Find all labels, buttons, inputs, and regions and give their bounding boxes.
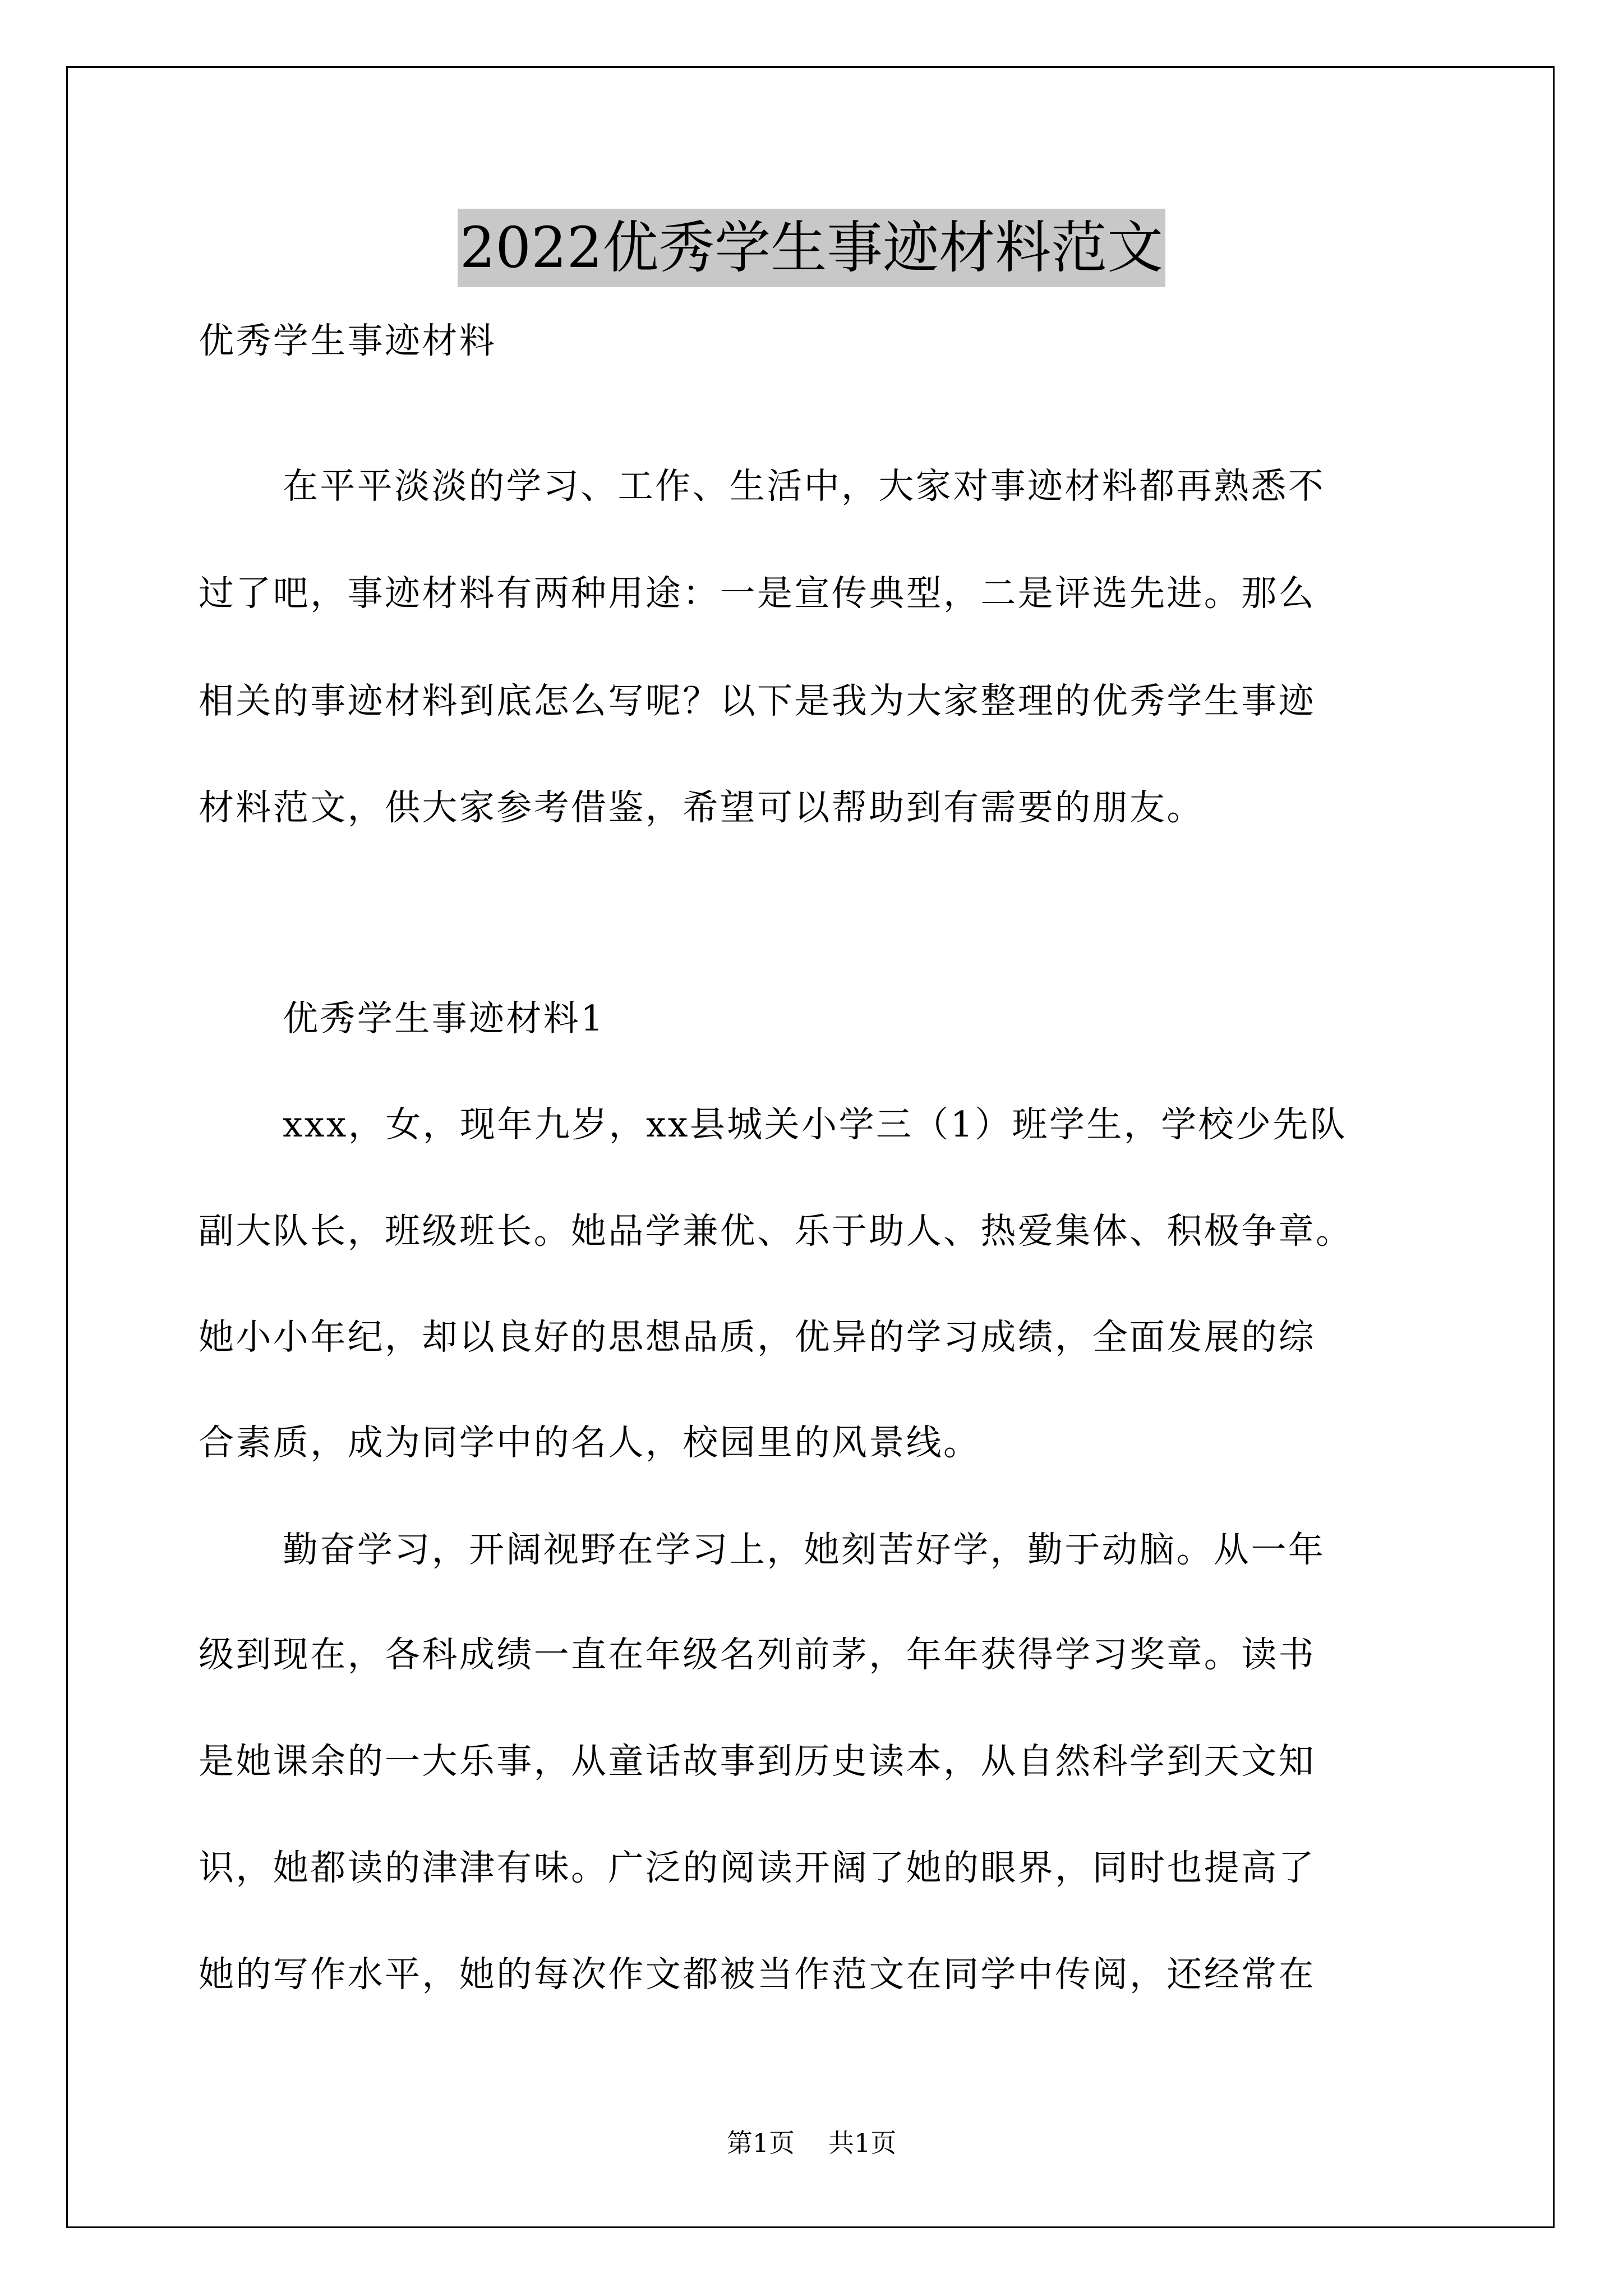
paragraph-line: 副大队长，班级班长。她品学兼优、乐于助人、热爱集体、积极争章。 [199, 1211, 1353, 1251]
paragraph-line: 勤奋学习，开阔视野在学习上，她刻苦好学，勤于动脑。从一年 [283, 1529, 1326, 1570]
paragraph-line: 是她课余的一大乐事，从童话故事到历史读本，从自然科学到天文知 [199, 1741, 1316, 1782]
paragraph-line: 材料范文，供大家参考借鉴，希望可以帮助到有需要的朋友。 [199, 787, 1204, 828]
paragraph-line: xxx，女，现年九岁，xx县城关小学三（1）班学生，学校少先队 [283, 1104, 1348, 1145]
section-heading: 优秀学生事迹材料 [199, 320, 497, 361]
page-border [66, 66, 1555, 2228]
page-number: 第1页 [726, 2128, 795, 2158]
paragraph-line: 识，她都读的津津有味。广泛的阅读开阔了她的眼界，同时也提高了 [199, 1847, 1316, 1888]
subsection-heading: 优秀学生事迹材料1 [283, 998, 605, 1039]
paragraph-line: 她小小年纪，却以良好的思想品质，优异的学习成绩，全面发展的综 [199, 1317, 1316, 1358]
paragraph-line: 合素质，成为同学中的名人，校园里的风景线。 [199, 1422, 981, 1463]
paragraph-line: 相关的事迹材料到底怎么写呢？以下是我为大家整理的优秀学生事迹 [199, 680, 1316, 721]
paragraph-line: 过了吧，事迹材料有两种用途：一是宣传典型，二是评选先进。那么 [199, 573, 1316, 614]
paragraph-line: 她的写作水平，她的每次作文都被当作范文在同学中传阅，还经常在 [199, 1954, 1316, 1995]
title-container [0, 209, 1623, 287]
document-title: 2022优秀学生事迹材料范文 [458, 209, 1166, 287]
page-total: 共1页 [828, 2128, 897, 2158]
paragraph-line: 在平平淡淡的学习、工作、生活中，大家对事迹材料都再熟悉不 [283, 466, 1326, 507]
page-footer [0, 2126, 1623, 2160]
paragraph-line: 级到现在，各科成绩一直在年级名列前茅，年年获得学习奖章。读书 [199, 1634, 1316, 1675]
